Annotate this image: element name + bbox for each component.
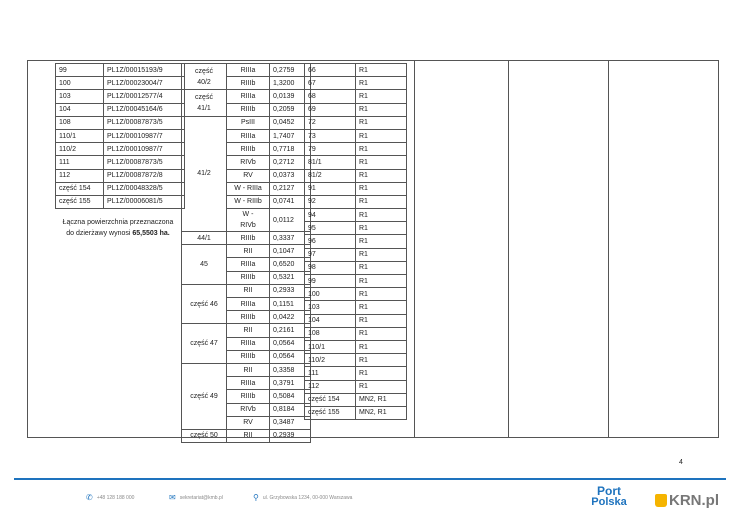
column-divider <box>608 60 609 438</box>
table-row <box>56 143 185 156</box>
parcel-number-cell: 110/2 <box>305 354 356 367</box>
area-cell: 0,0373 <box>270 169 311 182</box>
soil-class-cell: RIIIa <box>227 377 270 390</box>
area-cell: 0,0112 <box>270 209 311 232</box>
soil-class-cell: RIIIb <box>227 271 270 284</box>
area-cell: 0,0452 <box>270 116 311 129</box>
land-register-number-cell: PL1Z/00015193/9 <box>104 64 185 77</box>
table-row <box>305 248 407 261</box>
parcel-number-cell: część 154 <box>56 182 104 195</box>
soil-class-cell: RIIIb <box>227 311 270 324</box>
table-row <box>305 116 407 129</box>
area-cell: 0,2127 <box>270 182 311 195</box>
parcel-number-cell: 110/2 <box>56 143 104 156</box>
column-divider <box>414 60 415 438</box>
table-row <box>56 64 185 77</box>
land-register-number-cell: PL1Z/00045164/6 <box>104 103 185 116</box>
table-row <box>305 222 407 235</box>
table-row <box>305 340 407 353</box>
footer-phone: ✆ +48 128 188 000 <box>86 493 135 502</box>
column-divider <box>508 60 509 438</box>
soil-class-cell: RIIIb <box>227 77 270 90</box>
zoning-cell: R1 <box>356 77 407 90</box>
soil-class-cell: RV <box>227 169 270 182</box>
zoning-cell: R1 <box>356 103 407 116</box>
table-row <box>56 169 185 182</box>
zoning-cell: R1 <box>356 301 407 314</box>
parcel-number-cell: część 46 <box>182 284 227 324</box>
parcel-number-cell: część 49 <box>182 363 227 429</box>
area-cell: 0,2059 <box>270 103 311 116</box>
table-row <box>305 380 407 393</box>
area-cell: 1,7407 <box>270 129 311 142</box>
parcel-number-cell: 108 <box>305 327 356 340</box>
soil-class-cell: RIIIa <box>227 90 270 103</box>
area-cell: 0,0564 <box>270 337 311 350</box>
shopping-bag-icon <box>655 494 667 507</box>
zoning-cell: R1 <box>356 340 407 353</box>
page-number: 4 <box>679 459 683 466</box>
zoning-cell: R1 <box>356 354 407 367</box>
area-cell: 0,0741 <box>270 195 311 208</box>
parcel-number-cell: 68 <box>305 90 356 103</box>
area-cell: 0,0139 <box>270 90 311 103</box>
table-row <box>182 64 311 77</box>
soil-class-cell: RIIIb <box>227 390 270 403</box>
parcel-number-cell: 110/1 <box>56 129 104 142</box>
parcel-number-cell: 108 <box>56 116 104 129</box>
table-row <box>182 245 311 258</box>
soil-class-cell: W - RIIIb <box>227 195 270 208</box>
zoning-cell: MN2, R1 <box>356 393 407 406</box>
parcel-number-cell: 45 <box>182 245 227 285</box>
zoning-cell: R1 <box>356 169 407 182</box>
parcel-number-cell: 104 <box>305 314 356 327</box>
zoning-cell: R1 <box>356 209 407 222</box>
parcel-number-cell: 103 <box>305 301 356 314</box>
parcel-number-cell: 72 <box>305 116 356 129</box>
table-row <box>56 77 185 90</box>
area-cell: 0,2161 <box>270 324 311 337</box>
table-row <box>305 314 407 327</box>
land-register-number-cell: PL1Z/00012577/4 <box>104 90 185 103</box>
table-row <box>305 64 407 77</box>
parcel-number-cell: 104 <box>56 103 104 116</box>
company-logo: Port Polska <box>591 484 627 508</box>
zoning-cell: R1 <box>356 195 407 208</box>
land-register-number-cell: PL1Z/00010987/7 <box>104 129 185 142</box>
zoning-cell: R1 <box>356 288 407 301</box>
table-row <box>305 90 407 103</box>
table-row <box>305 143 407 156</box>
soil-class-cell: W - RIVb <box>227 209 270 232</box>
parcel-class-table <box>181 63 311 443</box>
phone-icon: ✆ <box>86 493 93 502</box>
table-row <box>305 275 407 288</box>
table-row <box>182 284 311 297</box>
soil-class-cell: RIIIa <box>227 64 270 77</box>
parcel-number-cell: 111 <box>305 367 356 380</box>
land-register-number-cell: PL1Z/00010987/7 <box>104 143 185 156</box>
parcel-number-cell: część 155 <box>56 195 104 208</box>
land-register-number-cell: PL1Z/00048328/5 <box>104 182 185 195</box>
table-row <box>56 182 185 195</box>
parcel-number-cell: 94 <box>305 209 356 222</box>
soil-class-cell: RIIIa <box>227 298 270 311</box>
parcel-number-cell: 41/2 <box>182 116 227 231</box>
area-cell: 0,7718 <box>270 143 311 156</box>
parcel-number-cell: 111 <box>56 156 104 169</box>
parcel-number-cell: część 41/1 <box>182 90 227 116</box>
area-cell: 0,5321 <box>270 271 311 284</box>
zoning-cell: R1 <box>356 235 407 248</box>
table-row <box>56 103 185 116</box>
table-row <box>305 288 407 301</box>
table-row <box>182 429 311 442</box>
footer-rule <box>14 478 726 480</box>
total-area-summary: Łączna powierzchnia przeznaczona do dzierżawy wynosi 65,5503 ha. <box>62 219 174 237</box>
parcel-number-cell: 100 <box>305 288 356 301</box>
zoning-cell: R1 <box>356 129 407 142</box>
table-row <box>56 129 185 142</box>
table-row <box>56 195 185 208</box>
land-registry-table <box>55 63 185 209</box>
area-cell: 0,3337 <box>270 232 311 245</box>
table-row <box>56 90 185 103</box>
parcel-number-cell: 99 <box>56 64 104 77</box>
table-row <box>305 195 407 208</box>
parcel-number-cell: 112 <box>305 380 356 393</box>
area-cell: 0,2933 <box>270 284 311 297</box>
table-row <box>305 367 407 380</box>
zoning-cell: R1 <box>356 90 407 103</box>
footer-email: ✉ sekretariat@kmb.pl <box>169 493 223 502</box>
parcel-number-cell: 44/1 <box>182 232 227 245</box>
parcel-number-cell: 67 <box>305 77 356 90</box>
area-cell: 0,1151 <box>270 298 311 311</box>
soil-class-cell: RII <box>227 324 270 337</box>
soil-class-cell: RIIIa <box>227 129 270 142</box>
soil-class-cell: RII <box>227 245 270 258</box>
zoning-cell: R1 <box>356 367 407 380</box>
parcel-number-cell: 99 <box>305 275 356 288</box>
zoning-cell: R1 <box>356 182 407 195</box>
table-row <box>182 232 311 245</box>
soil-class-cell: RII <box>227 363 270 376</box>
table-row <box>56 156 185 169</box>
parcel-number-cell: 69 <box>305 103 356 116</box>
zoning-cell: R1 <box>356 327 407 340</box>
land-register-number-cell: PL1Z/00087873/5 <box>104 156 185 169</box>
soil-class-cell: RII <box>227 429 270 442</box>
table-row <box>305 393 407 406</box>
total-area-value: 65,5503 ha. <box>132 230 170 237</box>
parcel-number-cell: część 47 <box>182 324 227 364</box>
soil-class-cell: W - RIIIa <box>227 182 270 195</box>
area-cell: 1,3200 <box>270 77 311 90</box>
land-register-number-cell: PL1Z/00087873/5 <box>104 116 185 129</box>
zoning-cell: R1 <box>356 64 407 77</box>
table-row <box>305 406 407 419</box>
table-row <box>305 209 407 222</box>
envelope-icon: ✉ <box>169 493 176 502</box>
footer-address: ⚲ ul. Grzybowska 1234, 00-000 Warszawa <box>253 493 353 502</box>
land-register-number-cell: PL1Z/00006081/5 <box>104 195 185 208</box>
parcel-number-cell: 81/2 <box>305 169 356 182</box>
table-row <box>305 327 407 340</box>
parcel-number-cell: 95 <box>305 222 356 235</box>
soil-class-cell: PsIII <box>227 116 270 129</box>
parcel-number-cell: 81/1 <box>305 156 356 169</box>
area-cell: 0,5084 <box>270 390 311 403</box>
zoning-cell: R1 <box>356 314 407 327</box>
parcel-number-cell: 112 <box>56 169 104 182</box>
land-register-number-cell: PL1Z/00023004/7 <box>104 77 185 90</box>
soil-class-cell: RIIIa <box>227 337 270 350</box>
soil-class-cell: RIIIa <box>227 258 270 271</box>
parcel-number-cell: 98 <box>305 261 356 274</box>
soil-class-cell: RIIIb <box>227 350 270 363</box>
parcel-number-cell: część 50 <box>182 429 227 442</box>
table-row <box>305 103 407 116</box>
soil-class-cell: RIVb <box>227 403 270 416</box>
table-row <box>182 90 311 103</box>
watermark: KRN.pl <box>655 492 719 509</box>
parcel-number-cell: 96 <box>305 235 356 248</box>
table-row <box>182 116 311 129</box>
table-row <box>305 301 407 314</box>
area-cell: 0,3791 <box>270 377 311 390</box>
table-row <box>305 129 407 142</box>
area-cell: 0,1047 <box>270 245 311 258</box>
zoning-cell: R1 <box>356 275 407 288</box>
location-pin-icon: ⚲ <box>253 493 259 502</box>
soil-class-cell: RIVb <box>227 156 270 169</box>
zoning-cell: R1 <box>356 116 407 129</box>
parcel-number-cell: 79 <box>305 143 356 156</box>
table-row <box>305 169 407 182</box>
table-row <box>305 182 407 195</box>
parcel-number-cell: 73 <box>305 129 356 142</box>
zoning-cell: R1 <box>356 222 407 235</box>
zoning-cell: R1 <box>356 248 407 261</box>
parcel-number-cell: 66 <box>305 64 356 77</box>
soil-class-cell: RIIIb <box>227 232 270 245</box>
table-row <box>182 363 311 376</box>
table-row <box>305 156 407 169</box>
parcel-number-cell: 91 <box>305 182 356 195</box>
zoning-cell: R1 <box>356 380 407 393</box>
parcel-number-cell: część 40/2 <box>182 64 227 90</box>
soil-class-cell: RIIIb <box>227 103 270 116</box>
table-row <box>305 77 407 90</box>
area-cell: 0,3487 <box>270 416 311 429</box>
area-cell: 0,6520 <box>270 258 311 271</box>
area-cell: 0,2712 <box>270 156 311 169</box>
parcel-number-cell: 103 <box>56 90 104 103</box>
zoning-cell: R1 <box>356 156 407 169</box>
area-cell: 0,2939 <box>270 429 311 442</box>
table-row <box>182 324 311 337</box>
area-cell: 0,8184 <box>270 403 311 416</box>
table-row <box>56 116 185 129</box>
soil-class-cell: RIIIb <box>227 143 270 156</box>
soil-class-cell: RV <box>227 416 270 429</box>
area-cell: 0,2759 <box>270 64 311 77</box>
parcel-number-cell: część 154 <box>305 393 356 406</box>
area-cell: 0,3358 <box>270 363 311 376</box>
table-row <box>305 235 407 248</box>
parcel-number-cell: 110/1 <box>305 340 356 353</box>
area-cell: 0,0564 <box>270 350 311 363</box>
parcel-number-cell: 92 <box>305 195 356 208</box>
parcel-number-cell: 100 <box>56 77 104 90</box>
zoning-cell: R1 <box>356 143 407 156</box>
parcel-number-cell: 97 <box>305 248 356 261</box>
table-row <box>305 261 407 274</box>
table-row <box>305 354 407 367</box>
zoning-cell: MN2, R1 <box>356 406 407 419</box>
soil-class-cell: RII <box>227 284 270 297</box>
parcel-number-cell: część 155 <box>305 406 356 419</box>
zoning-cell: R1 <box>356 261 407 274</box>
parcel-zoning-table <box>304 63 407 420</box>
area-cell: 0,0422 <box>270 311 311 324</box>
land-register-number-cell: PL1Z/00087872/8 <box>104 169 185 182</box>
